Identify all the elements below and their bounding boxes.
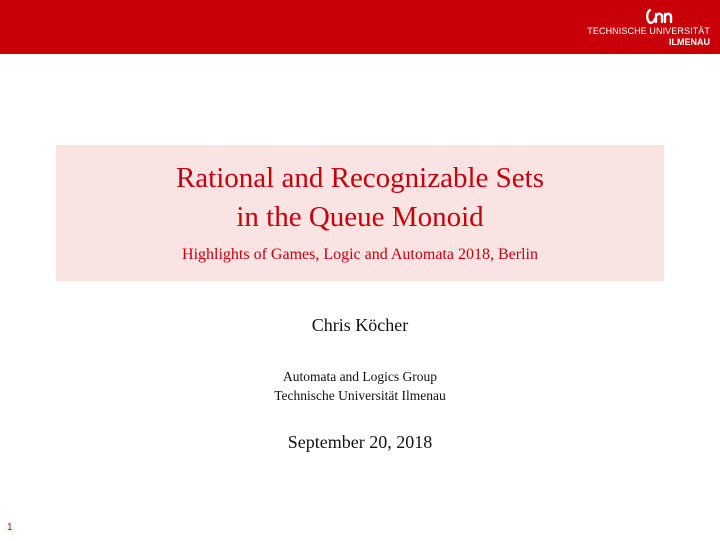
title-block [56,145,664,281]
header-bar [0,0,720,54]
logo-text-line2: ILMENAU [669,37,710,47]
title-line-2: in the Queue Monoid [236,201,484,233]
subtitle: Highlights of Games, Logic and Automata 2018, Berlin [182,246,538,263]
institute-university: Technische Universität Ilmenau [274,388,446,403]
page-number: 1 [7,522,13,533]
university-logo [580,6,710,50]
logo-text-line1: TECHNISCHE UNIVERSITÄT [587,26,710,36]
presentation-date: September 20, 2018 [287,432,433,452]
title-line-1: Rational and Recognizable Sets [175,162,545,194]
tu-ilmenau-logo-icon [644,6,674,26]
author-name: Chris Köcher [311,315,409,335]
institute [0,367,720,405]
institute-group: Automata and Logics Group [282,369,438,384]
